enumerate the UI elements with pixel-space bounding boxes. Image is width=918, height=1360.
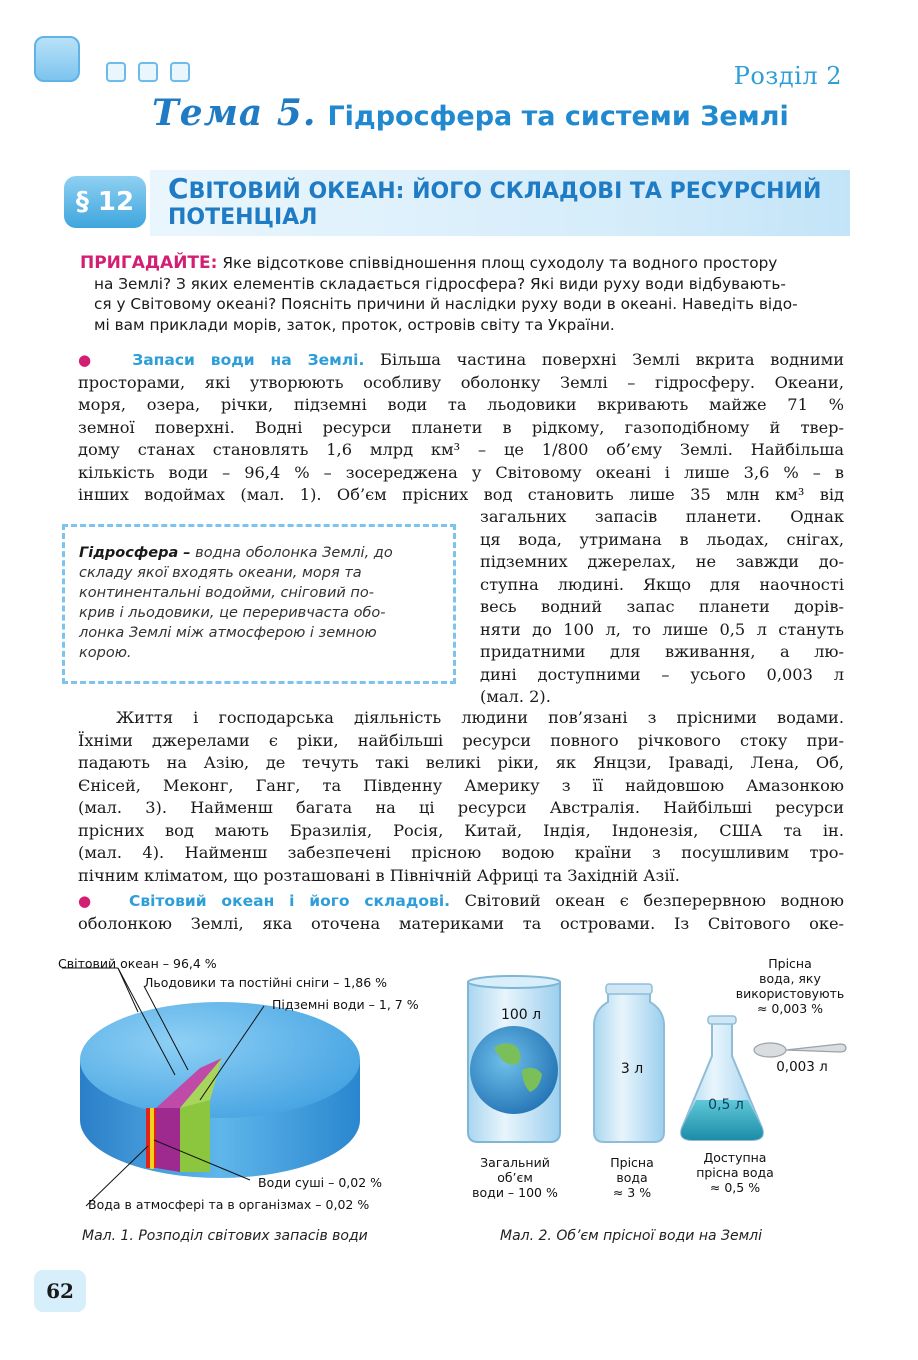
figure1-caption: Мал. 1. Розподіл світових запасів води — [82, 1228, 368, 1244]
pie-label-glaciers: Льодовики та постійні сніги – 1,86 % — [144, 975, 388, 990]
bottle-caption: Прісна вода ≈ 3 % — [610, 1155, 654, 1200]
bottle-label: 3 л — [620, 1061, 644, 1077]
beaker-label: 100 л — [500, 1007, 542, 1023]
section2-heading: Світовий океан і його складові. — [128, 892, 451, 910]
beaker-caption: Загальний об’єм води – 100 % — [472, 1155, 558, 1200]
section1-text: ● Запаси води на Землі. Більша частина поверхні Землі вкрита водними просторами, які утворюють особливу оболонку Землі – гідросферу. Океани, моря, озера, річки, підземні води та льодовики вкривають майже 71 % земної поверхні. Водні ресурси планети в рідкому, газоподібному й твер- дому станах становлять 1,6 млрд км³ – це 1/800 об’єму Землі. Найбільша кількість води – 96,4 % – зосереджена у Світовому океані і лише 3,6 % – в інших водоймах (мал. 1). Об’єм прісних вод становить лише 35 млн км³ від — [78, 350, 845, 504]
pie-slice-glaciers — [156, 1108, 180, 1172]
remember-label: ПРИГАДАЙТЕ: — [80, 253, 218, 273]
definition-box: Гідросфера – водна оболонка Землі, до складу якої входять океани, моря та континентальні водойми, сніговий по- крив і льодовики, це переривчаста обо- лонка Землі між атмосферою і земною корою. — [62, 524, 456, 684]
section2-text: ● Світовий океан і його складові. Світовий океан є безперервною водною оболонкою Землі, яка оточена материками та островами. Із Світового оке- — [78, 891, 845, 933]
pie-slice-land-water — [150, 1108, 154, 1169]
earth-globe-icon — [470, 1026, 558, 1114]
flask-label: 0,5 л — [708, 1097, 744, 1113]
paragraph-title: СВІТОВИЙ ОКЕАН: ЙОГО СКЛАДОВІ ТА РЕСУРСНИЙ ПОТЕНЦІАЛ — [168, 172, 822, 230]
topic-heading — [152, 92, 789, 134]
topic-title: Гідросфера та системи Землі — [327, 101, 789, 132]
pie-label-ocean: Світовий океан – 96,4 % — [58, 956, 217, 971]
section1-paragraph2: Життя і господарська діяльність людини пов’язані з прісними водами. Їхніми джерелами є ріки, найбільші ресурси повного річкового стоку при- падають на Азію, де течуть такі великі ріки, як Янцзи, Іраваді, Лена, Об, Єнісей, Меконг, Ганг, та Південну Америку з її найдовшою Амазонкою (мал. 3). Найменш багата на ці ресурси Австралія. Найбільші ресурси прісних вод мають Бразилія, Росія, Китай, Індія, Індонезія, США та ін. (мал. 4). Найменш забезпечені прісною водою країни з посушливим тро- пічним кліматом, що розташовані в Північній Африці та Західній Азії. — [78, 708, 844, 885]
flask-caption: Доступна прісна вода ≈ 0,5 % — [696, 1150, 774, 1195]
section1-heading: Запаси води на Землі. — [132, 351, 365, 369]
spoon-icon — [754, 1043, 786, 1057]
decor-square-large — [34, 36, 80, 82]
section1-right-column: загальних запасів планети. Однак ця вода, утримана в льодах, снігах, підземних джерелах, не завжди до- ступна людині. Якщо для наочності весь водний запас планети дорів- няти до 100 л, то лише 0,5 л стануть придатними для вживання, а лю- дині доступними – усього 0,003 л (мал. 2). — [480, 507, 844, 706]
section-label: Розділ 2 — [733, 62, 842, 90]
pie-label-atmosphere: Вода в атмосфері та в організмах – 0,02 % — [88, 1197, 370, 1212]
decor-square-2 — [138, 62, 158, 82]
figure2-caption: Мал. 2. Об’єм прісної води на Землі — [500, 1228, 763, 1244]
topic-label: Тема 5. — [152, 92, 317, 134]
paragraph-badge: § 12 — [64, 176, 146, 228]
page-number: 62 — [34, 1270, 86, 1312]
decor-square-3 — [170, 62, 190, 82]
definition-term: Гідросфера – — [79, 545, 191, 561]
pie-label-underground: Підземні води – 1, 7 % — [272, 997, 419, 1012]
remember-block: ПРИГАДАЙТЕ: Яке відсоткове співвідношення площ суходолу та водного простору на Землі? З яких елементів складається гідросфера? Які види руху води відбувають- ся у Світовому океані? Поясніть причини й наслідки руху води в океані. Наведіть відо- мі вам приклади морів, заток, проток, островів світу та України. — [80, 253, 798, 334]
figure1-pie-chart — [50, 950, 450, 1220]
decor-square-1 — [106, 62, 126, 82]
spoon-label: 0,003 л — [776, 1059, 828, 1075]
top-note: Прісна вода, яку використовують ≈ 0,003 % — [735, 956, 845, 1016]
pie-label-land-water: Води суші – 0,02 % — [258, 1175, 383, 1190]
